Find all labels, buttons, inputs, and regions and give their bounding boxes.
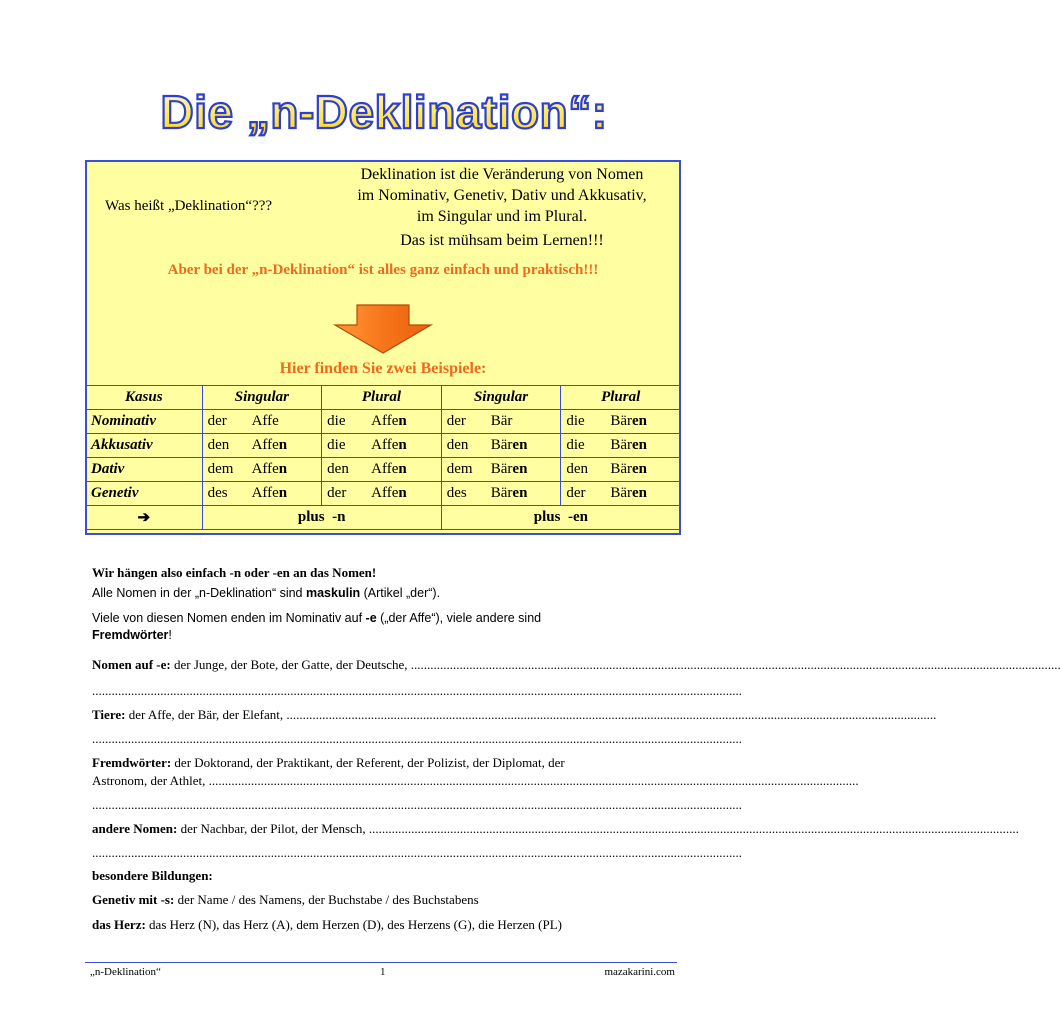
text-part: ! (168, 628, 172, 642)
kasus-cell: Akkusativ (86, 434, 203, 458)
noun-ending: n (398, 437, 407, 453)
article: die (566, 437, 585, 453)
table-cell (561, 482, 681, 506)
article: der (207, 413, 227, 429)
noun-stem: Affe (371, 485, 399, 501)
article: der (327, 485, 347, 501)
table-cell (202, 482, 322, 506)
table-cell (441, 482, 561, 506)
masculine-text (92, 585, 440, 602)
text-bold: maskulin (305, 586, 361, 600)
noun-ending: n (398, 461, 407, 477)
footer-site: mazakarini.com (604, 966, 675, 978)
line-label: andere Nomen: (92, 821, 178, 836)
dot-leader: ........................................................................................................................................................................................................ (92, 683, 742, 698)
table-cell (322, 482, 442, 506)
table-cell (441, 458, 561, 482)
table-row (86, 434, 681, 458)
table-cell (322, 434, 442, 458)
text-part: Viele von diesen Nomen enden im Nominativ auf (92, 611, 366, 625)
dot-line (92, 845, 742, 861)
table-cell (561, 410, 681, 434)
question-text: Was heißt „Deklination“??? (105, 198, 273, 214)
article: der (446, 413, 466, 429)
tiere-line (92, 707, 937, 723)
andere-line (92, 821, 1019, 837)
article: den (207, 437, 230, 453)
noun-stem: Bär (610, 485, 633, 501)
noun-ending: en (632, 413, 648, 429)
article: des (207, 485, 228, 501)
special-heading: besondere Bildungen: (92, 868, 213, 883)
header-cell: Singular (202, 386, 322, 410)
line-label: das Herz: (92, 917, 146, 932)
herz-line (92, 916, 562, 933)
title-wordart (160, 84, 608, 140)
definition-line: Deklination ist die Veränderung von Nomen (360, 166, 644, 183)
article: dem (207, 461, 234, 477)
article: die (327, 413, 346, 429)
article: die (327, 437, 346, 453)
footer-divider (85, 962, 677, 963)
noun-stem: Bär (490, 413, 513, 429)
line-label: Tiere: (92, 707, 126, 722)
dot-line (92, 731, 742, 747)
endings-text (92, 610, 541, 627)
table-cell (561, 434, 681, 458)
noun-ending: en (632, 437, 648, 453)
kasus-cell: Dativ (86, 458, 203, 482)
dot-line (92, 683, 742, 699)
noun-ending: n (278, 461, 288, 477)
noun-stem: Bär (490, 461, 513, 477)
dot-line (92, 797, 742, 813)
page-number: 1 (380, 966, 386, 978)
line-text: das Herz (N), das Herz (A), dem Herzen (D), des Herzens (G), die Herzen (PL) (145, 917, 562, 932)
fremd-line-2 (92, 773, 859, 789)
article: des (446, 485, 467, 501)
fremd-line (92, 755, 674, 771)
table-cell (441, 434, 561, 458)
definition-text (327, 164, 677, 227)
noun-stem: Affe (371, 413, 399, 429)
info-box (85, 160, 681, 535)
note-text: Aber bei der „n-Deklination“ ist alles ganz einfach und praktisch!!! (167, 262, 599, 278)
table-cell (561, 458, 681, 482)
kasus-cell: Nominativ (86, 410, 203, 434)
effort-text: Das ist mühsam beim Lernen!!! (400, 232, 604, 249)
definition-line: im Singular und im Plural. (416, 208, 588, 225)
table-row (86, 482, 681, 506)
header-cell: Kasus (86, 386, 203, 410)
dot-leader: ........................................................................................................................................................................................................ (92, 845, 742, 860)
table-summary-row (86, 506, 681, 530)
noun-stem: Affe (251, 437, 279, 453)
noun-stem: Bär (490, 437, 513, 453)
article: dem (446, 461, 473, 477)
noun-stem: Affe (371, 461, 399, 477)
table-cell (202, 458, 322, 482)
noun-stem: Affe (371, 437, 399, 453)
dot-leader: ........................................................................................................................................................................................................ (92, 731, 742, 746)
noun-stem: Affe (251, 485, 279, 501)
line-text: der Name / des Namens, der Buchstabe / des Buchstabens (174, 892, 479, 907)
down-arrow-icon (331, 303, 435, 355)
article: den (566, 461, 589, 477)
noun-ending: n (278, 485, 288, 501)
definition-line: im Nominativ, Genetiv, Dativ und Akkusativ, (357, 187, 647, 204)
header-cell: Singular (441, 386, 561, 410)
examples-heading: Hier finden Sie zwei Beispiele: (279, 360, 487, 377)
noun-stem: Affe (251, 461, 279, 477)
article: den (327, 461, 349, 477)
foreign-words-text (92, 627, 172, 644)
noun-stem: Bär (490, 485, 513, 501)
dot-leader: ........................................................................................................................................................................................................ (208, 773, 859, 788)
table-cell (322, 410, 442, 434)
noun-ending: en (512, 485, 528, 501)
plus-n-cell: plus -n (202, 506, 441, 530)
text-bold: -e (365, 611, 377, 625)
table-row (86, 458, 681, 482)
line-text: der Junge, der Bote, der Gatte, der Deutsche, (170, 657, 411, 672)
page-title (0, 84, 768, 140)
noun-ending: en (512, 437, 528, 453)
noun-ending: en (512, 461, 528, 477)
table-cell (202, 410, 322, 434)
dot-leader: ........................................................................................................................................................................................................ (410, 657, 1061, 672)
table-header-row (86, 386, 681, 410)
dot-leader: ........................................................................................................................................................................................................ (368, 821, 1019, 836)
noun-ending: n (278, 437, 288, 453)
table-row (86, 410, 681, 434)
table-cell (322, 458, 442, 482)
header-cell: Plural (561, 386, 681, 410)
noun-ending: en (632, 461, 648, 477)
noun-stem: Bär (610, 461, 633, 477)
noun-stem: Affe (251, 413, 279, 429)
footer-title: „n-Deklination“ (90, 966, 161, 978)
line-text: der Nachbar, der Pilot, der Mensch, (177, 821, 369, 836)
noun-ending: en (632, 485, 648, 501)
noun-stem: Bär (610, 413, 633, 429)
text-bold: Fremdwörter (92, 628, 169, 642)
dot-leader: ........................................................................................................................................................................................................ (286, 707, 937, 722)
text-part: („der Affe“), viele andere sind (376, 611, 542, 625)
declension-table (85, 385, 681, 530)
table-cell (202, 434, 322, 458)
line-label: Nomen auf -e: (92, 657, 171, 672)
right-arrow-icon: ➔ (86, 506, 203, 530)
line-label: Fremdwörter: (92, 755, 172, 770)
article: der (566, 485, 586, 501)
article: die (566, 413, 585, 429)
noun-ending: n (398, 413, 407, 429)
title-text: Die „n-Deklination“: (160, 86, 608, 138)
plus-en-cell: plus -en (441, 506, 680, 530)
genetiv-line (92, 891, 479, 908)
header-cell: Plural (322, 386, 442, 410)
dot-leader: ........................................................................................................................................................................................................ (92, 797, 742, 812)
nomen-line (92, 657, 1061, 673)
text-part: Alle Nomen in der „n-Deklination“ sind (92, 586, 306, 600)
line-text: Astronom, der Athlet, (92, 773, 209, 788)
line-label: Genetiv mit -s: (92, 892, 175, 907)
rule-text: Wir hängen also einfach -n oder -en an das Nomen! (92, 565, 377, 580)
kasus-cell: Genetiv (86, 482, 203, 506)
text-part: (Artikel „der“). (360, 586, 441, 600)
line-text: der Doktorand, der Praktikant, der Referent, der Polizist, der Diplomat, der (171, 755, 565, 770)
line-text: der Affe, der Bär, der Elefant, (125, 707, 287, 722)
table-cell (441, 410, 561, 434)
noun-stem: Bär (610, 437, 633, 453)
noun-ending: n (398, 485, 407, 501)
article: den (446, 437, 469, 453)
